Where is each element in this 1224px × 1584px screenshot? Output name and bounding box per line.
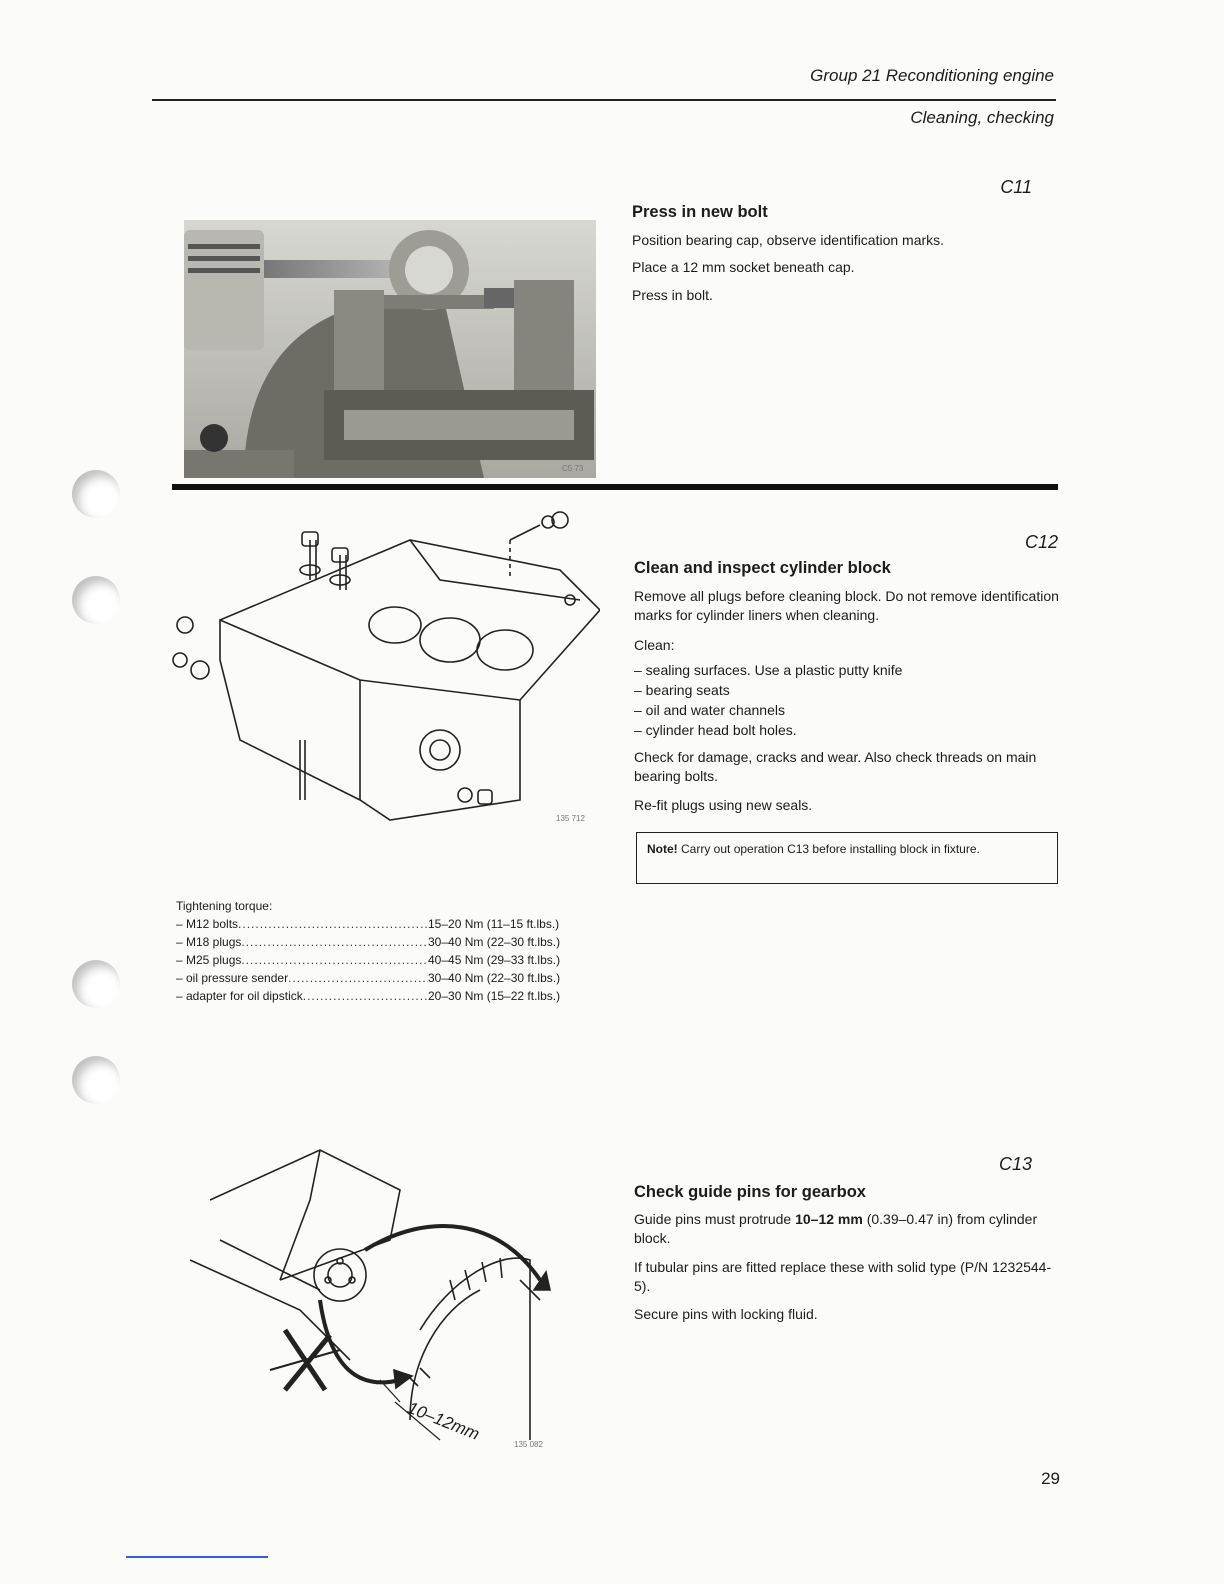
section-code-c13: C13 bbox=[998, 1154, 1032, 1174]
c12-paragraph: Check for damage, cracks and wear. Also check threads on main bearing bolts. bbox=[634, 749, 1037, 784]
hole-punch bbox=[72, 1056, 120, 1104]
note-box bbox=[636, 832, 1058, 884]
footer-blue-line bbox=[126, 1556, 268, 1558]
list-item: – oil and water channels bbox=[634, 702, 785, 718]
torque-row: – M18 plugs ..... 30–40 Nm (22–30 ft.lbs.) bbox=[176, 933, 600, 951]
torque-row: – oil pressure sender ..... 30–40 Nm (22–30 ft.lbs.) bbox=[176, 969, 600, 987]
c11-paragraph: Press in bolt. bbox=[632, 287, 713, 303]
c11-paragraph: Place a 12 mm socket beneath cap. bbox=[632, 259, 855, 275]
header-subtitle: Cleaning, checking bbox=[910, 108, 1054, 127]
note-label: Note! bbox=[647, 842, 678, 856]
section-code-c12: C12 bbox=[1024, 532, 1058, 552]
page-number: 29 bbox=[1041, 1469, 1060, 1488]
section-title-c12: Clean and inspect cylinder block bbox=[634, 559, 891, 577]
c12-paragraph: Re-fit plugs using new seals. bbox=[634, 797, 813, 813]
c12-paragraph: Clean: bbox=[634, 637, 675, 653]
drawing-ref-number: 135 082 bbox=[514, 1440, 543, 1449]
hole-punch bbox=[72, 960, 120, 1008]
guide-pin-drawing bbox=[190, 1140, 590, 1450]
photo-ref-number: C5 73 bbox=[562, 464, 584, 473]
torque-table bbox=[176, 897, 600, 1005]
guide-pin-line-art bbox=[190, 1140, 590, 1450]
c12-clean-list bbox=[634, 660, 902, 740]
torque-row: – adapter for oil dipstick ..... 20–30 Nm (15–22 ft.lbs.) bbox=[176, 987, 600, 1005]
torque-title: Tightening torque: bbox=[176, 899, 273, 913]
c12-paragraph: Remove all plugs before cleaning block. Do not remove identification marks for cylinder liners when cleaning. bbox=[634, 588, 1059, 623]
header-group-title: Group 21 Reconditioning engine bbox=[810, 66, 1054, 85]
dimension-label: 10–12mm bbox=[404, 1398, 483, 1444]
c13-paragraph: If tubular pins are fitted replace these with solid type (P/N 1232544-5). bbox=[634, 1259, 1052, 1294]
note-text: Carry out operation C13 before installing block in fixture. bbox=[681, 842, 980, 856]
hole-punch bbox=[72, 470, 120, 518]
list-item: – bearing seats bbox=[634, 682, 730, 698]
section-divider bbox=[172, 484, 1058, 490]
c11-paragraph: Position bearing cap, observe identification marks. bbox=[632, 232, 945, 248]
section-title-c11: Press in new bolt bbox=[632, 203, 768, 221]
cylinder-block-drawing bbox=[160, 500, 600, 830]
list-item: – cylinder head bolt holes. bbox=[634, 722, 797, 738]
c13-paragraph: Guide pins must protrude 10–12 mm (0.39–0.47 in) from cylinder block. bbox=[634, 1211, 1038, 1246]
c13-paragraph: Secure pins with locking fluid. bbox=[634, 1306, 818, 1322]
section-code-c11: C11 bbox=[1000, 177, 1032, 197]
drawing-ref-number: 135 712 bbox=[556, 814, 585, 823]
torque-row: – M25 plugs ..... 40–45 Nm (29–33 ft.lbs.) bbox=[176, 951, 600, 969]
connecting-rod-photo-illustration bbox=[184, 220, 596, 478]
torque-row: – M12 bolts ..... 15–20 Nm (11–15 ft.lbs.) bbox=[176, 915, 600, 933]
header-rule bbox=[152, 99, 1056, 101]
photo-connecting-rod-in-press bbox=[184, 220, 596, 478]
section-title-c13: Check guide pins for gearbox bbox=[634, 1183, 866, 1201]
cylinder-block-line-art bbox=[160, 500, 600, 830]
list-item: – sealing surfaces. Use a plastic putty knife bbox=[634, 662, 903, 678]
hole-punch bbox=[72, 576, 120, 624]
